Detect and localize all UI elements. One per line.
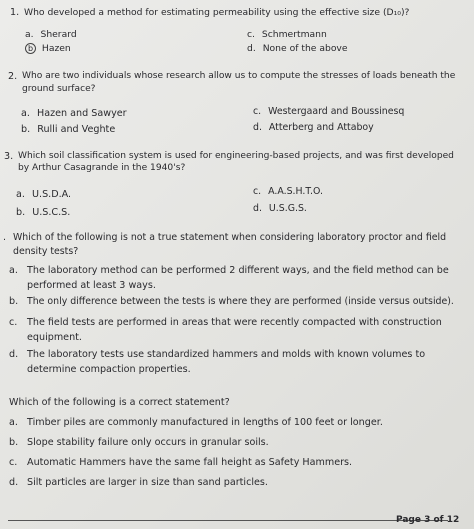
- option-text: U.S.G.S.: [268, 203, 307, 214]
- option-text: Hazen: [41, 43, 71, 54]
- option-2b: [21, 124, 115, 136]
- option-letter: b.: [9, 437, 19, 448]
- option-text: Timber piles are commonly manufactured in lengths of 100 feet or longer.: [27, 417, 383, 428]
- option-text: Schmertmann: [261, 29, 327, 40]
- option-letter: c.: [9, 317, 18, 328]
- option-letter: d.: [9, 477, 19, 488]
- option-text: Hazen and Sawyer: [37, 108, 127, 119]
- option-3c: [253, 186, 323, 198]
- question-text-line2: density tests?: [13, 246, 79, 257]
- option-1b: [25, 43, 71, 55]
- option-2a: [21, 108, 127, 120]
- option-5c: [9, 456, 471, 470]
- circled-answer-mark: b: [25, 43, 36, 54]
- option-letter: c.: [247, 29, 255, 40]
- question-1: [10, 6, 470, 20]
- option-text-line1: The laboratory method can be performed 2 different ways, and the field method can be: [27, 265, 449, 276]
- question-4: [3, 231, 469, 259]
- option-letter: d.: [253, 203, 262, 214]
- option-4d: [9, 348, 471, 376]
- option-letter: a.: [25, 29, 34, 40]
- question-text: Which of the following is a correct statement?: [9, 397, 230, 408]
- question-text-line2: by Arthur Casagrande in the 1940's?: [18, 163, 186, 173]
- option-1c: [247, 29, 327, 41]
- option-letter: d.: [9, 349, 19, 360]
- option-text-line2: determine compaction properties.: [27, 364, 191, 375]
- question-text-line1: Which of the following is not a true statement when considering laboratory proctor and field: [13, 232, 447, 243]
- option-5d: [9, 476, 471, 490]
- option-text-line2: equipment.: [27, 332, 82, 343]
- option-2d: [253, 122, 374, 134]
- option-text: Westergaard and Boussinesq: [268, 106, 405, 117]
- option-letter: a.: [9, 417, 18, 428]
- option-text-line1: The laboratory tests use standardized hammers and molds with known volumes to: [27, 349, 426, 360]
- question-text-line2: ground surface?: [22, 84, 96, 94]
- option-4c: [9, 316, 471, 344]
- option-text-line2: performed at least 3 ways.: [27, 280, 156, 291]
- option-text: U.S.C.S.: [32, 207, 71, 218]
- question-number: 3.: [4, 151, 14, 162]
- option-text: Automatic Hammers have the same fall height as Safety Hammers.: [27, 457, 353, 468]
- option-4a: [9, 264, 471, 292]
- option-text: None of the above: [262, 43, 348, 54]
- option-text: Silt particles are larger in size than sand particles.: [27, 477, 268, 488]
- question-2: [8, 70, 470, 98]
- page-number: Page 3 of 12: [396, 515, 460, 525]
- option-text-line1: The field tests are performed in areas that were recently compacted with construction: [27, 317, 442, 328]
- question-number: 2.: [8, 71, 18, 82]
- option-1a: [25, 29, 77, 41]
- option-1d: [247, 43, 348, 55]
- option-letter: c.: [9, 457, 18, 468]
- option-letter: a.: [16, 189, 25, 200]
- option-letter: a.: [9, 265, 18, 276]
- question-number: 1.: [10, 7, 20, 18]
- footer-divider: [8, 520, 448, 521]
- question-5: [9, 396, 469, 410]
- option-text: Rulli and Veghte: [37, 124, 116, 135]
- option-letter: a.: [21, 108, 30, 119]
- question-3: [4, 150, 470, 178]
- option-letter: b.: [9, 296, 19, 307]
- option-text: A.A.S.H.T.O.: [268, 186, 323, 197]
- question-text-line1: Which soil classification system is used for engineering-based projects, and was first developed: [18, 151, 454, 161]
- option-3d: [253, 203, 307, 215]
- option-5b: [9, 436, 471, 450]
- option-2c: [253, 106, 404, 118]
- option-5a: [9, 416, 471, 430]
- option-text-line1: The only difference between the tests is where they are performed (inside versus outside).: [27, 296, 454, 307]
- option-text: Atterberg and Attaboy: [268, 122, 374, 133]
- question-text: Who developed a method for estimating permeability using the effective size (D₁₀)?: [24, 7, 410, 18]
- question-number: .: [3, 232, 7, 243]
- option-letter: d.: [247, 43, 256, 54]
- question-text-line1: Who are two individuals whose research allow us to compute the stresses of loads beneath the: [22, 71, 456, 81]
- option-letter: b.: [21, 124, 31, 135]
- option-letter: b.: [16, 207, 26, 218]
- option-text: U.S.D.A.: [32, 189, 72, 200]
- option-letter: d.: [253, 122, 262, 133]
- option-4b: [9, 295, 471, 309]
- option-text: Sherard: [40, 29, 77, 40]
- option-letter: c.: [253, 186, 262, 197]
- option-letter: c.: [253, 106, 262, 117]
- option-3a: [16, 189, 71, 201]
- option-text: Slope stability failure only occurs in granular soils.: [27, 437, 269, 448]
- option-3b: [16, 207, 70, 219]
